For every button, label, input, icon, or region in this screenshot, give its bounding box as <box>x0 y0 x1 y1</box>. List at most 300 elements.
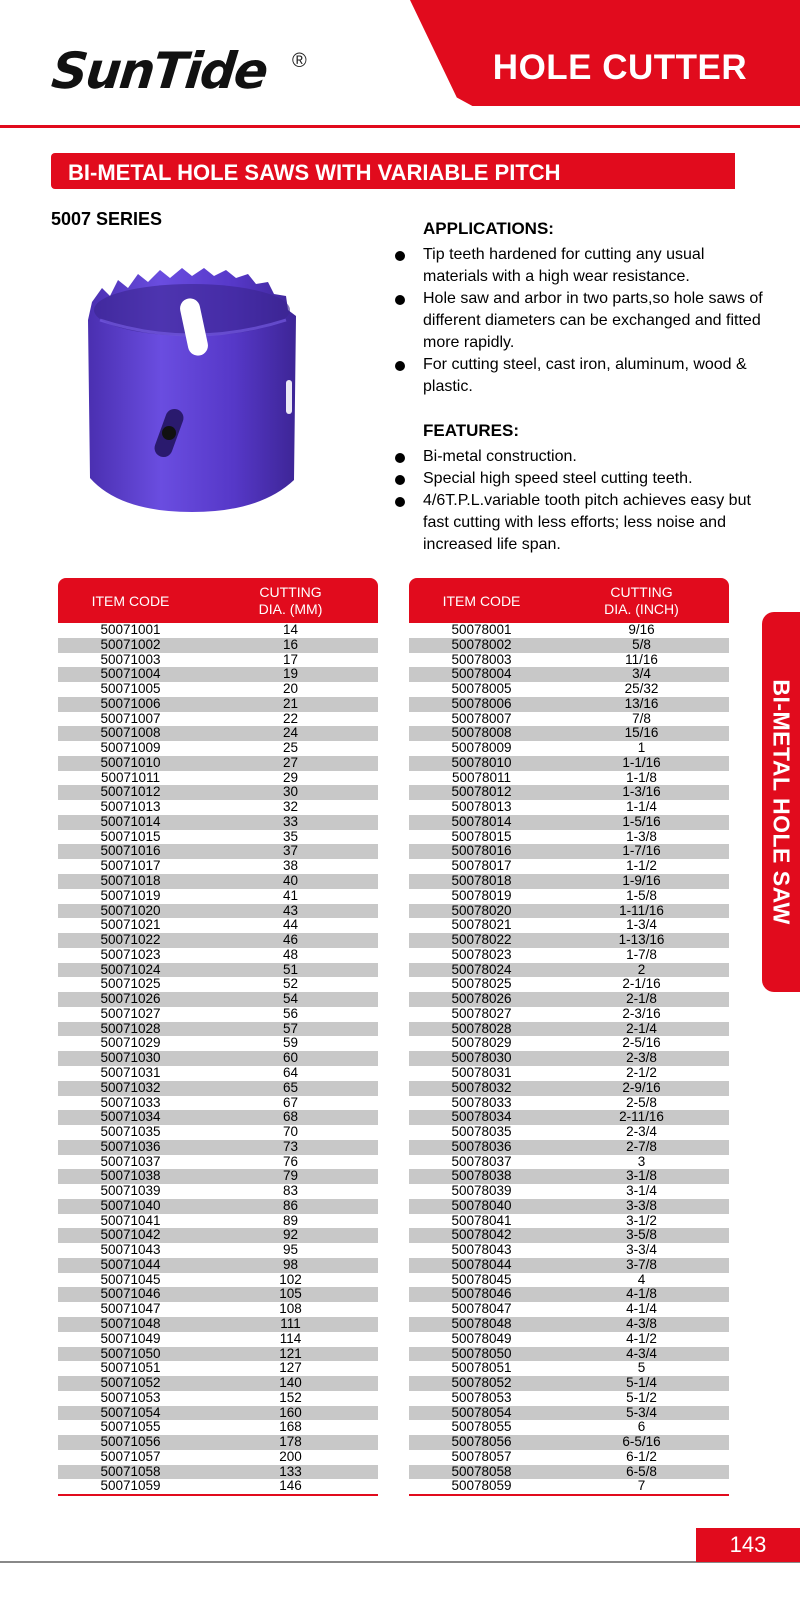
table-row <box>409 948 729 963</box>
item-code-cell: 50071038 <box>100 1168 161 1184</box>
cutting-dia-cell: 21 <box>282 695 299 711</box>
table-row <box>409 1302 729 1317</box>
item-code-cell: 50071046 <box>100 1286 161 1302</box>
footer-rule <box>0 1561 800 1563</box>
table-row <box>409 800 729 815</box>
bullet-icon <box>395 295 405 305</box>
cutting-dia-cell: 2-3/4 <box>626 1124 657 1140</box>
table-row <box>409 653 729 668</box>
table-row <box>409 1243 729 1258</box>
cutting-dia-cell: 3-7/8 <box>626 1256 657 1272</box>
cutting-dia-cell: 37 <box>282 843 299 859</box>
cutting-dia-cell: 14 <box>282 622 299 637</box>
table-row <box>409 1391 729 1406</box>
table-inch <box>409 578 729 1496</box>
cutting-dia-cell: 33 <box>282 813 299 829</box>
cutting-dia-cell: 1-1/8 <box>626 769 657 785</box>
cutting-dia-cell: 76 <box>282 1153 299 1169</box>
table-row <box>58 726 378 741</box>
cutting-dia-cell: 2 <box>637 961 646 977</box>
table-row <box>409 682 729 697</box>
table-row <box>58 1184 378 1199</box>
cutting-dia-cell: 6-1/2 <box>626 1448 657 1464</box>
item-code-cell: 50078024 <box>451 961 512 977</box>
cutting-dia-cell: 5-1/4 <box>626 1375 657 1391</box>
table-row <box>58 638 378 653</box>
item-code-cell: 50078028 <box>451 1020 512 1036</box>
table-row <box>58 1036 378 1051</box>
cutting-dia-cell: 2-7/8 <box>626 1138 657 1154</box>
table-body <box>58 623 378 1494</box>
cutting-dia-cell: 2-1/8 <box>626 991 657 1007</box>
item-code-cell: 50078015 <box>451 828 512 844</box>
cutting-dia-cell: 54 <box>282 991 299 1007</box>
table-row <box>409 918 729 933</box>
cutting-dia-cell: 59 <box>282 1035 299 1051</box>
item-code-cell: 50071055 <box>100 1419 161 1435</box>
table-row <box>409 1155 729 1170</box>
item-code-cell: 50078041 <box>451 1212 512 1228</box>
table-row <box>58 1287 378 1302</box>
cutting-dia-cell: 86 <box>282 1197 299 1213</box>
item-code-cell: 50071014 <box>100 813 161 829</box>
item-code-cell: 50078036 <box>451 1138 512 1154</box>
cutting-dia-cell: 4-3/8 <box>626 1315 657 1331</box>
table-row <box>58 1376 378 1391</box>
item-code-cell: 50071040 <box>100 1197 161 1213</box>
item-code-cell: 50078043 <box>451 1242 512 1258</box>
item-code-cell: 50071035 <box>100 1124 161 1140</box>
cutting-dia-cell: 2-5/8 <box>626 1094 657 1110</box>
item-code-cell: 50071004 <box>100 666 161 682</box>
table-row <box>409 1140 729 1155</box>
table-row <box>58 948 378 963</box>
table-row <box>409 1465 729 1480</box>
table-row <box>409 1036 729 1051</box>
item-code-cell: 50071029 <box>100 1035 161 1051</box>
table-row <box>409 977 729 992</box>
item-code-cell: 50078035 <box>451 1124 512 1140</box>
item-code-cell: 50071048 <box>100 1315 161 1331</box>
table-row <box>409 1317 729 1332</box>
cutting-dia-cell: 79 <box>282 1168 299 1184</box>
item-code-cell: 50078011 <box>451 769 512 785</box>
header-cutting-dia-inch: CUTTING DIA. (INCH) <box>604 583 679 617</box>
cutting-dia-cell: 5 <box>637 1360 646 1376</box>
cutting-dia-cell: 1 <box>637 740 646 756</box>
cutting-dia-cell: 105 <box>279 1286 302 1302</box>
table-row <box>409 844 729 859</box>
cutting-dia-cell: 5-3/4 <box>626 1404 657 1420</box>
cutting-dia-cell: 146 <box>279 1478 302 1494</box>
item-code-cell: 50078004 <box>451 666 512 682</box>
cutting-dia-cell: 114 <box>279 1330 302 1346</box>
table-row <box>58 1479 378 1494</box>
item-code-cell: 50071008 <box>100 725 161 741</box>
table-row <box>58 1406 378 1421</box>
table-row <box>58 1332 378 1347</box>
table-row <box>409 1184 729 1199</box>
table-row <box>409 1479 729 1494</box>
item-code-cell: 50071051 <box>100 1360 161 1376</box>
item-code-cell: 50071005 <box>100 681 161 697</box>
table-row <box>58 1302 378 1317</box>
cutting-dia-cell: 19 <box>282 666 299 682</box>
cutting-dia-cell: 1-5/8 <box>626 887 657 903</box>
table-row <box>58 1125 378 1140</box>
header-item-code: ITEM CODE <box>91 592 170 609</box>
item-code-cell: 50071017 <box>100 858 161 874</box>
table-row <box>58 771 378 786</box>
table-row <box>409 1406 729 1421</box>
item-code-cell: 50078003 <box>451 651 512 667</box>
item-code-cell: 50071033 <box>100 1094 161 1110</box>
cutting-dia-cell: 2-1/16 <box>622 976 661 992</box>
item-code-cell: 50071019 <box>100 887 161 903</box>
cutting-dia-cell: 160 <box>279 1404 302 1420</box>
item-code-cell: 50078016 <box>451 843 512 859</box>
table-row <box>409 1420 729 1435</box>
cutting-dia-cell: 98 <box>282 1256 299 1272</box>
cutting-dia-cell: 3-3/4 <box>626 1242 657 1258</box>
cutting-dia-cell: 89 <box>282 1212 299 1228</box>
feature-item: 4/6T.P.L.variable tooth pitch achieves easy but fast cutting with less efforts; less noise and increased life span. <box>395 490 765 556</box>
item-code-cell: 50071042 <box>100 1227 161 1243</box>
table-row <box>58 1258 378 1273</box>
cutting-dia-cell: 9/16 <box>628 622 655 637</box>
application-item: Hole saw and arbor in two parts,so hole saws of different diameters can be exchanged and fitted more rapidly. <box>395 288 765 354</box>
table-row <box>58 1361 378 1376</box>
cutting-dia-cell: 24 <box>282 725 299 741</box>
table-row <box>409 1096 729 1111</box>
cutting-dia-cell: 1-7/8 <box>626 946 657 962</box>
item-code-cell: 50078021 <box>451 917 512 933</box>
item-code-cell: 50078030 <box>451 1050 512 1066</box>
cutting-dia-cell: 2-3/16 <box>622 1005 661 1021</box>
bullet-icon <box>395 361 405 371</box>
table-row <box>58 1347 378 1362</box>
table-row <box>58 904 378 919</box>
item-code-cell: 50078018 <box>451 873 512 889</box>
table-row <box>409 1450 729 1465</box>
item-code-cell: 50071047 <box>100 1301 161 1317</box>
item-code-cell: 50078049 <box>451 1330 512 1346</box>
table-row <box>58 653 378 668</box>
table-row <box>409 771 729 786</box>
item-code-cell: 50071028 <box>100 1020 161 1036</box>
cutting-dia-cell: 4-1/4 <box>626 1301 657 1317</box>
feature-item: Bi-metal construction. <box>395 446 765 468</box>
features-heading: FEATURES: <box>423 421 520 440</box>
cutting-dia-cell: 2-1/4 <box>626 1020 657 1036</box>
item-code-cell: 50078008 <box>451 725 512 741</box>
item-code-cell: 50078034 <box>451 1109 512 1125</box>
table-row <box>409 1258 729 1273</box>
cutting-dia-cell: 1-1/4 <box>626 799 657 815</box>
table-row <box>58 712 378 727</box>
table-row <box>58 1465 378 1480</box>
cutting-dia-cell: 67 <box>282 1094 299 1110</box>
item-code-cell: 50078046 <box>451 1286 512 1302</box>
table-row <box>409 623 729 638</box>
item-code-cell: 50078032 <box>451 1079 512 1095</box>
table-row <box>409 1347 729 1362</box>
cutting-dia-cell: 1-5/16 <box>622 813 661 829</box>
table-row <box>409 992 729 1007</box>
table-metric <box>58 578 378 1496</box>
table-row <box>58 1066 378 1081</box>
application-item: Tip teeth hardened for cutting any usual materials with a high wear resistance. <box>395 244 765 288</box>
cutting-dia-cell: 92 <box>282 1227 299 1243</box>
applications-heading: APPLICATIONS: <box>423 219 554 238</box>
cutting-dia-cell: 168 <box>279 1419 302 1435</box>
item-code-cell: 50078044 <box>451 1256 512 1272</box>
item-code-cell: 50078037 <box>451 1153 512 1169</box>
cutting-dia-cell: 64 <box>282 1064 299 1080</box>
item-code-cell: 50078019 <box>451 887 512 903</box>
cutting-dia-cell: 1-9/16 <box>622 873 661 889</box>
item-code-cell: 50078038 <box>451 1168 512 1184</box>
item-code-cell: 50078040 <box>451 1197 512 1213</box>
table-row <box>58 1435 378 1450</box>
item-code-cell: 50078050 <box>451 1345 512 1361</box>
item-code-cell: 50078059 <box>451 1478 512 1494</box>
item-code-cell: 50078057 <box>451 1448 512 1464</box>
item-code-cell: 50071054 <box>100 1404 161 1420</box>
table-row <box>58 1155 378 1170</box>
cutting-dia-cell: 5/8 <box>632 636 651 652</box>
item-code-cell: 50078025 <box>451 976 512 992</box>
table-row <box>58 933 378 948</box>
table-row <box>58 830 378 845</box>
cutting-dia-cell: 56 <box>282 1005 299 1021</box>
table-row <box>58 1096 378 1111</box>
header-cutting-dia-mm: CUTTING DIA. (MM) <box>258 583 323 617</box>
cutting-dia-cell: 83 <box>282 1183 299 1199</box>
bullet-icon <box>395 453 405 463</box>
item-code-cell: 50078010 <box>451 754 512 770</box>
item-code-cell: 50071015 <box>100 828 161 844</box>
cutting-dia-cell: 20 <box>282 681 299 697</box>
cutting-dia-cell: 22 <box>282 710 299 726</box>
table-row <box>409 1110 729 1125</box>
item-code-cell: 50078058 <box>451 1463 512 1479</box>
cutting-dia-cell: 4-3/4 <box>626 1345 657 1361</box>
cutting-dia-cell: 13/16 <box>624 695 659 711</box>
table-row <box>409 859 729 874</box>
table-row <box>409 1169 729 1184</box>
item-code-cell: 50071031 <box>100 1064 161 1080</box>
item-code-cell: 50071027 <box>100 1005 161 1021</box>
table-row <box>58 1199 378 1214</box>
item-code-cell: 50071043 <box>100 1242 161 1258</box>
item-code-cell: 50071045 <box>100 1271 161 1287</box>
item-code-cell: 50078012 <box>451 784 512 800</box>
cutting-dia-cell: 3 <box>637 1153 646 1169</box>
item-code-cell: 50071049 <box>100 1330 161 1346</box>
item-code-cell: 50071025 <box>100 976 161 992</box>
cutting-dia-cell: 1-13/16 <box>618 932 665 948</box>
cutting-dia-cell: 1-3/8 <box>626 828 657 844</box>
cutting-dia-cell: 2-5/16 <box>622 1035 661 1051</box>
item-code-cell: 50078013 <box>451 799 512 815</box>
item-code-cell: 50071021 <box>100 917 161 933</box>
cutting-dia-cell: 7 <box>637 1478 646 1494</box>
item-code-cell: 50078026 <box>451 991 512 1007</box>
cutting-dia-cell: 3-5/8 <box>626 1227 657 1243</box>
cutting-dia-cell: 29 <box>282 769 299 785</box>
table-row <box>409 741 729 756</box>
item-code-cell: 50078007 <box>451 710 512 726</box>
cutting-dia-cell: 43 <box>282 902 299 918</box>
item-code-cell: 50071030 <box>100 1050 161 1066</box>
table-row <box>409 1273 729 1288</box>
cutting-dia-cell: 25/32 <box>624 681 659 697</box>
table-header <box>58 578 378 623</box>
item-code-cell: 50078005 <box>451 681 512 697</box>
item-code-cell: 50078048 <box>451 1315 512 1331</box>
cutting-dia-cell: 1-1/16 <box>622 754 661 770</box>
item-code-cell: 50078053 <box>451 1389 512 1405</box>
bullet-icon <box>395 251 405 261</box>
table-row <box>58 1391 378 1406</box>
table-row <box>58 741 378 756</box>
item-code-cell: 50071056 <box>100 1434 161 1450</box>
table-row <box>58 1450 378 1465</box>
table-row <box>409 712 729 727</box>
cutting-dia-cell: 46 <box>282 932 299 948</box>
page-number: 143 <box>696 1528 800 1562</box>
item-code-cell: 50071023 <box>100 946 161 962</box>
table-row <box>409 697 729 712</box>
cutting-dia-cell: 152 <box>279 1389 302 1405</box>
cutting-dia-cell: 1-3/4 <box>626 917 657 933</box>
item-code-cell: 50078054 <box>451 1404 512 1420</box>
table-row <box>409 1022 729 1037</box>
cutting-dia-cell: 52 <box>282 976 299 992</box>
cutting-dia-cell: 2-3/8 <box>626 1050 657 1066</box>
cutting-dia-cell: 121 <box>279 1345 302 1361</box>
table-row <box>58 1317 378 1332</box>
item-code-cell: 50078002 <box>451 636 512 652</box>
cutting-dia-cell: 95 <box>282 1242 299 1258</box>
table-row <box>58 1140 378 1155</box>
item-code-cell: 50078033 <box>451 1094 512 1110</box>
cutting-dia-cell: 51 <box>282 961 299 977</box>
table-row <box>58 977 378 992</box>
table-row <box>409 638 729 653</box>
item-code-cell: 50071012 <box>100 784 161 800</box>
application-item: For cutting steel, cast iron, aluminum, wood & plastic. <box>395 354 765 398</box>
table-row <box>409 1287 729 1302</box>
table-body <box>409 623 729 1494</box>
cutting-dia-cell: 3-1/2 <box>626 1212 657 1228</box>
table-row <box>409 889 729 904</box>
table-row <box>58 1273 378 1288</box>
table-row <box>409 1435 729 1450</box>
item-code-cell: 50071002 <box>100 636 161 652</box>
table-row <box>58 1051 378 1066</box>
item-code-cell: 50071059 <box>100 1478 161 1494</box>
cutting-dia-cell: 3/4 <box>632 666 651 682</box>
item-code-cell: 50071058 <box>100 1463 161 1479</box>
cutting-dia-cell: 40 <box>282 873 299 889</box>
item-code-cell: 50071001 <box>100 622 161 637</box>
item-code-cell: 50071020 <box>100 902 161 918</box>
table-row <box>58 667 378 682</box>
cutting-dia-cell: 38 <box>282 858 299 874</box>
cutting-dia-cell: 108 <box>279 1301 302 1317</box>
item-code-cell: 50071037 <box>100 1153 161 1169</box>
item-code-cell: 50078055 <box>451 1419 512 1435</box>
table-row <box>409 1376 729 1391</box>
item-code-cell: 50078042 <box>451 1227 512 1243</box>
header-item-code: ITEM CODE <box>442 592 521 609</box>
cutting-dia-cell: 73 <box>282 1138 299 1154</box>
table-row <box>58 889 378 904</box>
item-code-cell: 50078045 <box>451 1271 512 1287</box>
cutting-dia-cell: 60 <box>282 1050 299 1066</box>
table-row <box>58 963 378 978</box>
cutting-dia-cell: 57 <box>282 1020 299 1036</box>
table-row <box>409 667 729 682</box>
cutting-dia-cell: 65 <box>282 1079 299 1095</box>
table-row <box>58 1169 378 1184</box>
item-code-cell: 50078020 <box>451 902 512 918</box>
side-category-label: BI-METAL HOLE SAW <box>768 679 795 925</box>
table-row <box>58 918 378 933</box>
cutting-dia-cell: 6-5/16 <box>622 1434 661 1450</box>
cutting-dia-cell: 4-1/2 <box>626 1330 657 1346</box>
item-code-cell: 50071057 <box>100 1448 161 1464</box>
table-row <box>409 1125 729 1140</box>
cutting-dia-cell: 1-11/16 <box>619 902 664 918</box>
item-code-cell: 50078047 <box>451 1301 512 1317</box>
item-code-cell: 50071007 <box>100 710 161 726</box>
table-row <box>58 1243 378 1258</box>
table-row <box>58 756 378 771</box>
cutting-dia-cell: 200 <box>279 1448 302 1464</box>
cutting-dia-cell: 32 <box>282 799 299 815</box>
cutting-dia-cell: 16 <box>282 636 299 652</box>
table-row <box>58 1110 378 1125</box>
cutting-dia-cell: 68 <box>282 1109 299 1125</box>
table-row <box>58 1081 378 1096</box>
item-code-cell: 50078009 <box>451 740 512 756</box>
item-code-cell: 50071052 <box>100 1375 161 1391</box>
cutting-dia-cell: 178 <box>279 1434 302 1450</box>
item-code-cell: 50071053 <box>100 1389 161 1405</box>
cutting-dia-cell: 3-1/8 <box>626 1168 657 1184</box>
bullet-icon <box>395 497 405 507</box>
cutting-dia-cell: 25 <box>282 740 299 756</box>
table-row <box>58 785 378 800</box>
cutting-dia-cell: 3-1/4 <box>626 1183 657 1199</box>
table-row <box>58 874 378 889</box>
section-title: BI-METAL HOLE SAWS WITH VARIABLE PITCH <box>68 160 561 185</box>
item-code-cell: 50071013 <box>100 799 161 815</box>
item-code-cell: 50071009 <box>100 740 161 756</box>
cutting-dia-cell: 48 <box>282 946 299 962</box>
table-row <box>58 844 378 859</box>
item-code-cell: 50071003 <box>100 651 161 667</box>
item-code-cell: 50078006 <box>451 695 512 711</box>
item-code-cell: 50078052 <box>451 1375 512 1391</box>
registered-mark: ® <box>292 50 307 72</box>
table-row <box>409 874 729 889</box>
item-code-cell: 50071006 <box>100 695 161 711</box>
cutting-dia-cell: 15/16 <box>624 725 659 741</box>
